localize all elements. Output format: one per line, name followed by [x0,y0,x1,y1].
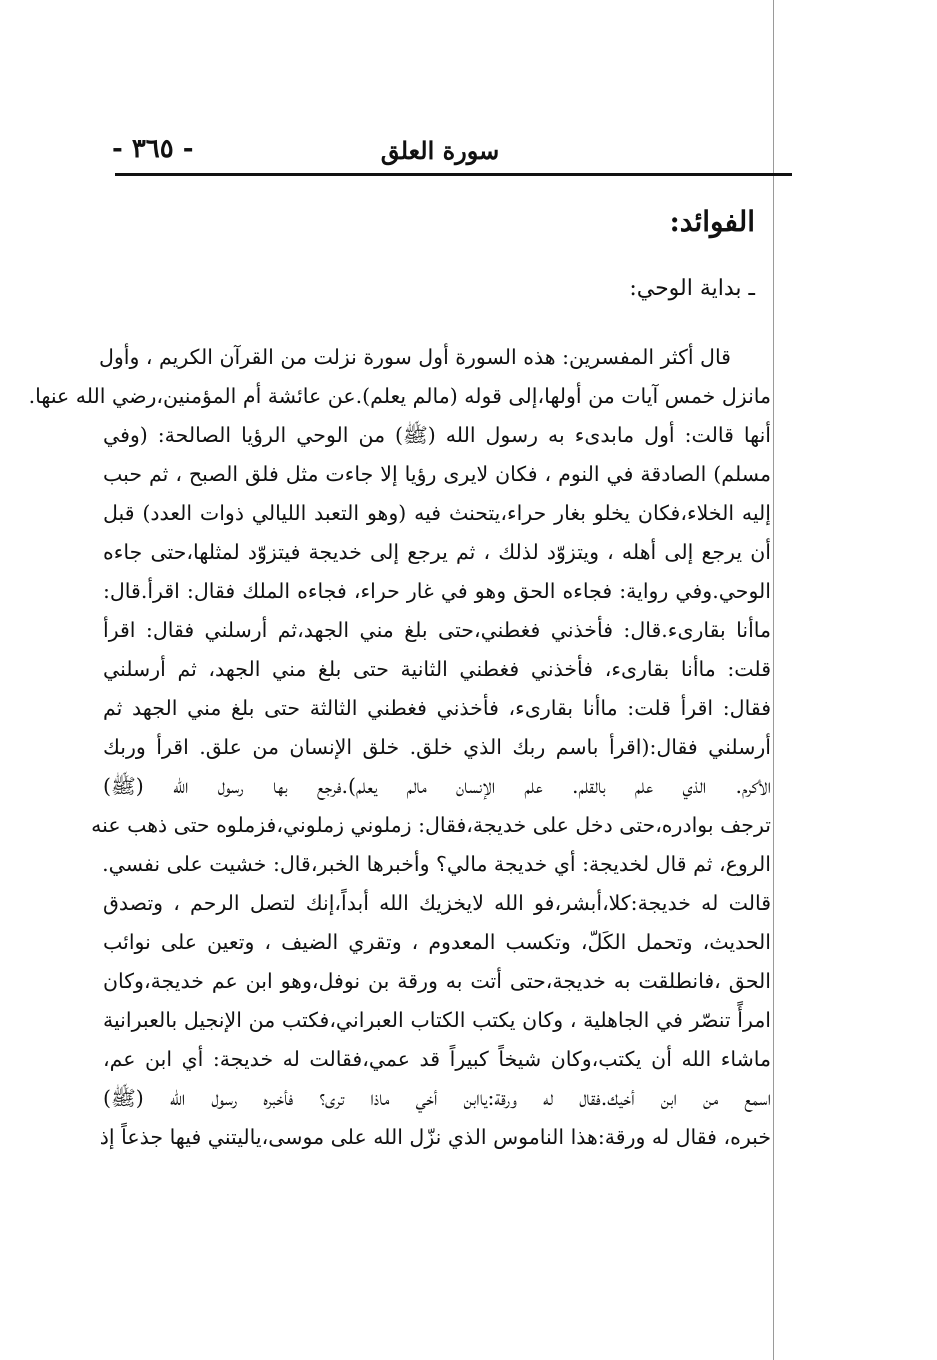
scan-margin-line [773,0,774,1360]
subsection-heading: ـ بداية الوحي: [629,276,755,301]
text-line: قلت: ماأنا بقارىء، فأخذني فغطني الثانية حتى بلغ مني الجهد، ثم أرسلني [103,657,771,681]
text-line: الروع، ثم قال لخديجة: أي خديجة مالي؟ وأخبرها الخبر،قال: خشيت على نفسي. [102,852,771,876]
text-line: الحديث، وتحمل الكَلّ، وتكسب المعدوم ، وتقري الضيف ، وتعين على نوائب [103,930,771,954]
header-rule [115,173,792,176]
text-line: امرأً تنصّر في الجاهلية ، وكان يكتب الكتاب العبراني،فكتب من الإنجيل بالعبرانية [103,1008,771,1032]
text-line: الوحي.وفي رواية: فجاءه الحق وهو في غار حراء، فجاءه الملك فقال: اقرأ.قال: [103,579,771,603]
text-line: قال أكثر المفسرين: هذه السورة أول سورة نزلت من القرآن الكريم ، وأول [98,345,731,369]
body-text [28,338,771,1157]
text-line: ماشاء الله أن يكتب،وكان شيخاً كبيراً قد عمي،فقالت له خديجة: أي ابن عم، [103,1047,771,1071]
text-line: أرسلني فقال:(اقرأ باسم ربك الذي خلق. خلق الإنسان من علق. اقرأ وربك [103,735,771,759]
page-number: - ٣٦٥ - [112,134,194,164]
text-line: فقال: اقرأ قلت: ماأنا بقارىء، فأخذني فغطني الثالثة حتى بلغ مني الجهد ثم [103,696,771,720]
text-line: الأكرم. الذي علم بالقلم. علم الإنسان مالم يعلم).فرجع بها رسول الله (ﷺ) [103,774,771,798]
text-line: اسمع من ابن أخيك.فقال له ورقة:ياابن أخي ماذا ترى؟ فأخبره رسول الله (ﷺ) [103,1086,771,1110]
text-line: أنها قالت: أول مابدىء به رسول الله (ﷺ) من الوحي الرؤيا الصالحة: (وفي [103,423,771,447]
text-line: أن يرجع إلى أهله ، ويتزوّد لذلك ، ثم يرجع إلى خديجة فيتزوّد لمثلها،حتى جاءه [103,540,771,564]
text-line: مسلم) الصادقة في النوم ، فكان لايرى رؤيا إلا جاءت مثل فلق الصبح ، ثم حبب [103,462,771,486]
text-line: مانزل خمس آيات من أولها،إلى قوله (مالم يعلم).عن عائشة أم المؤمنين،رضي الله عنها. [28,384,771,408]
text-line: ماأنا بقارىء.قال: فأخذني فغطني،حتى بلغ مني الجهد،ثم أرسلني فقال: اقرأ [103,618,771,642]
text-line: ترجف بوادره،حتى دخل على خديجة،فقال: زملوني زملوني،فزملوه حتى ذهب عنه [91,813,771,837]
running-header-title: سورة العلق [380,136,500,165]
text-line: الحق ،فانطلقت به خديجة،حتى أتت به ورقة بن نوفل،وهو ابن عم خديجة،وكان [103,969,771,993]
section-heading: الفوائد: [669,205,755,238]
text-line: قالت له خديجة:كلا،أبشر،فو الله لايخزيك الله أبداً،إنك لتصل الرحم ، وتصدق [103,891,771,915]
text-line: خبره، فقال له ورقة:هذا الناموس الذي نزّل الله على موسى،ياليتني فيها جذعاً إذ [99,1125,771,1149]
text-line: إليه الخلاء،فكان يخلو بغار حراء،يتحنث فيه (وهو التعبد الليالي ذوات العدد) قبل [103,501,771,525]
